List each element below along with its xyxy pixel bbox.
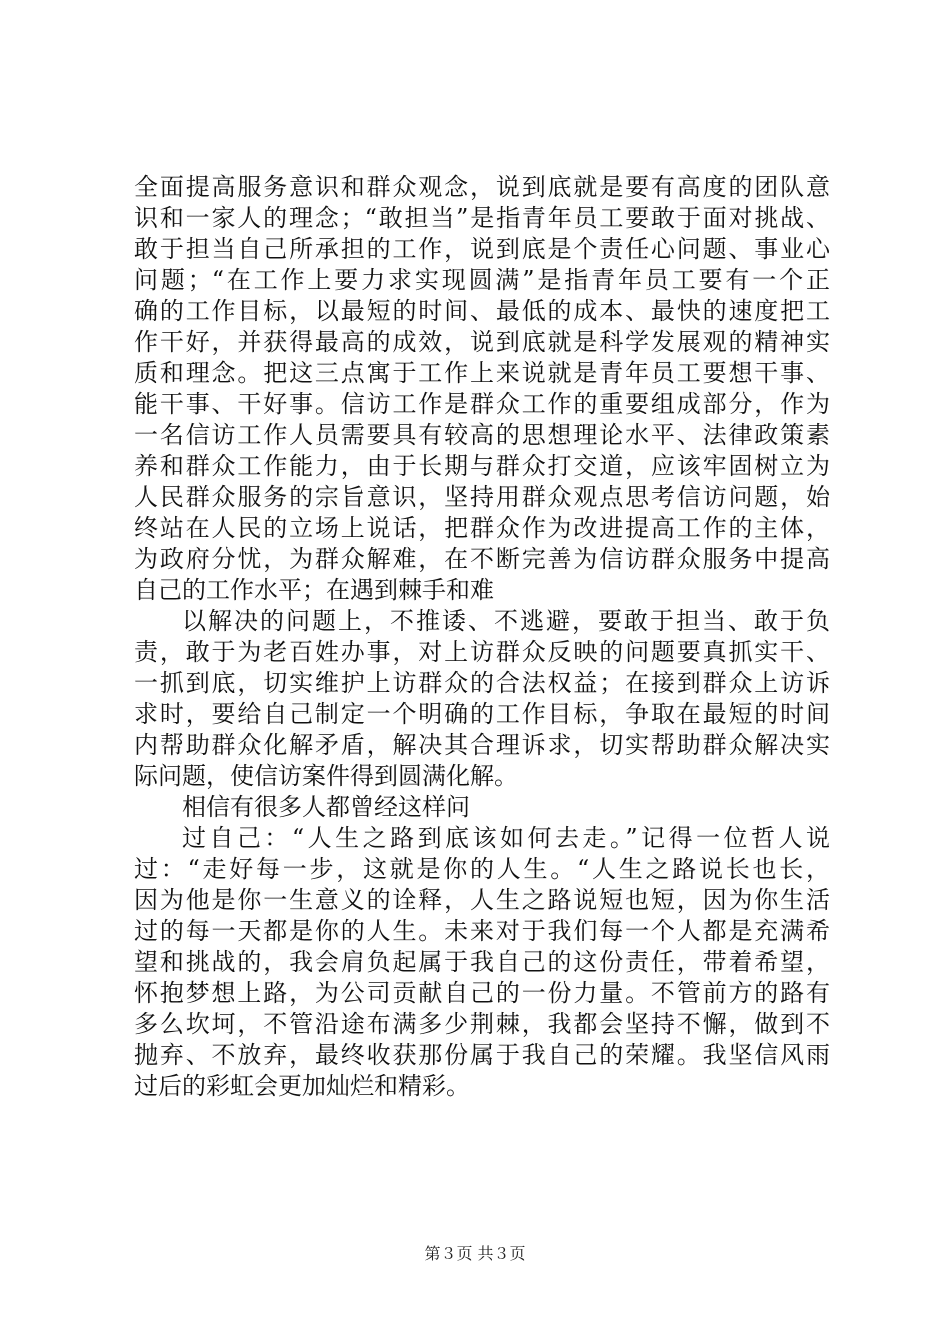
text-line: 问题；“在工作上要力求实现圆满”是指青年员工要有一个正 bbox=[134, 266, 830, 294]
text-line: 敢于担当自己所承担的工作，说到底是个责任心问题、事业心 bbox=[134, 235, 830, 263]
text-line: 一名信访工作人员需要具有较高的思想理论水平、法律政策素 bbox=[134, 421, 830, 449]
text-line: 确的工作目标，以最短的时间、最低的成本、最快的速度把工 bbox=[134, 297, 830, 325]
text-line: 过后的彩虹会更加灿烂和精彩。 bbox=[134, 1072, 470, 1100]
text-line: 为政府分忧，为群众解难，在不断完善为信访群众服务中提高 bbox=[134, 545, 830, 573]
text-line: 望和挑战的，我会肩负起属于我自己的这份责任，带着希望， bbox=[134, 948, 830, 976]
text-line: 人民群众服务的宗旨意识，坚持用群众观点思考信访问题，始 bbox=[134, 483, 830, 511]
text-line: 过的每一天都是你的人生。未来对于我们每一个人都是充满希 bbox=[134, 917, 830, 945]
text-line: 多么坎坷，不管沿途布满多少荆棘，我都会坚持不懈，做到不 bbox=[134, 1010, 830, 1038]
text-line: 责，敢于为老百姓办事，对上访群众反映的问题要真抓实干、 bbox=[134, 638, 830, 666]
text-line: 际问题，使信访案件得到圆满化解。 bbox=[134, 762, 518, 790]
text-line: 过自己：“人生之路到底该如何去走。”记得一位哲人说 bbox=[182, 824, 830, 852]
text-line: 以解决的问题上，不推诿、不逃避，要敢于担当、敢于负 bbox=[182, 607, 830, 635]
page-footer bbox=[0, 1244, 950, 1264]
text-line: 识和一家人的理念；“敢担当”是指青年员工要敢于面对挑战、 bbox=[134, 204, 830, 232]
text-line: 自己的工作水平；在遇到棘手和难 bbox=[134, 576, 494, 604]
text-line: 抛弃、不放弃，最终收获那份属于我自己的荣耀。我坚信风雨 bbox=[134, 1041, 830, 1069]
text-line: 相信有很多人都曾经这样问 bbox=[182, 793, 470, 821]
text-line: 养和群众工作能力，由于长期与群众打交道，应该牢固树立为 bbox=[134, 452, 830, 480]
text-line: 因为他是你一生意义的诠释，人生之路说短也短，因为你生活 bbox=[134, 886, 830, 914]
text-line: 作干好，并获得最高的成效，说到底就是科学发展观的精神实 bbox=[134, 328, 830, 356]
text-line: 求时，要给自己制定一个明确的工作目标，争取在最短的时间 bbox=[134, 700, 830, 728]
text-line: 质和理念。把这三点寓于工作上来说就是青年员工要想干事、 bbox=[134, 359, 830, 387]
text-line: 怀抱梦想上路，为公司贡献自己的一份力量。不管前方的路有 bbox=[134, 979, 830, 1007]
text-line: 过：“走好每一步，这就是你的人生。“人生之路说长也长， bbox=[134, 855, 830, 883]
text-line: 终站在人民的立场上说话，把群众作为改进提高工作的主体， bbox=[134, 514, 830, 542]
text-line: 内帮助群众化解矛盾，解决其合理诉求，切实帮助群众解决实 bbox=[134, 731, 830, 759]
page-number: 第３页 共３页 bbox=[424, 1244, 526, 1263]
text-line: 能干事、干好事。信访工作是群众工作的重要组成部分，作为 bbox=[134, 390, 830, 418]
text-line: 一抓到底，切实维护上访群众的合法权益；在接到群众上访诉 bbox=[134, 669, 830, 697]
document-body bbox=[134, 172, 830, 1102]
text-line: 全面提高服务意识和群众观念，说到底就是要有高度的团队意 bbox=[134, 173, 830, 201]
